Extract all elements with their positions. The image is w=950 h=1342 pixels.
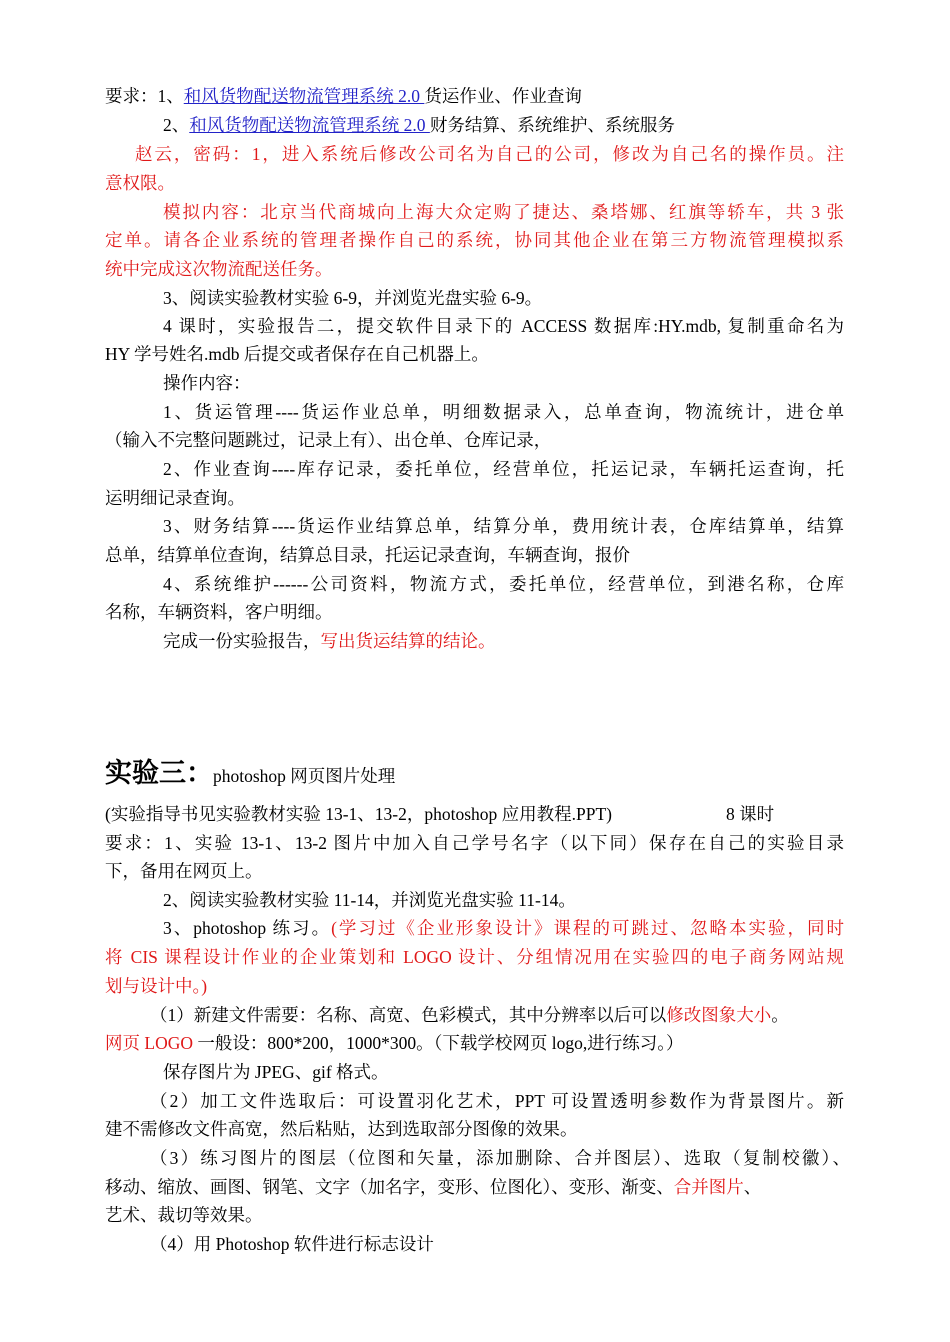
step-2-line-2: 建不需修改文件高宽，然后粘贴，达到选取部分图像的效果。 xyxy=(105,1119,578,1139)
operation-1-line-2: （输入不完整问题跳过，记录上有）、出仓单、仓库记录， xyxy=(105,430,552,450)
login-note-line-1: 赵云，密码：1，进入系统后修改公司名为自己的公司，修改为自己名的操作员。注 xyxy=(135,144,844,164)
step-1-line-2 xyxy=(105,1029,850,1057)
report-line xyxy=(163,627,850,655)
step-1-line-1 xyxy=(150,1001,850,1029)
step-1-highlight: 修改图象大小 xyxy=(666,1005,772,1025)
experiment-3-heading xyxy=(105,753,850,796)
operation-2-line-1: 2、作业查询----库存记录，委托单位，经营单位，托运记录，车辆托运查询，托 xyxy=(163,459,844,479)
system-link-2[interactable]: 和风货物配送物流管理系统 2.0 xyxy=(189,115,430,135)
step-3-line-2 xyxy=(105,1173,850,1201)
exp3-req-1-line-1: 要求：1、实验 13-1、13-2 图片中加入自己学号名字（以下同）保存在自己的实验目录 xyxy=(105,833,844,853)
step-4-line: （4）用 Photoshop 软件进行标志设计 xyxy=(150,1234,434,1254)
step-3-line-3: 艺术、裁切等效果。 xyxy=(105,1205,263,1225)
hours-line-1: 4 课时，实验报告二，提交软件目录下的 ACCESS 数据库:HY.mdb, 复制重命名为 xyxy=(163,316,844,336)
step-3-text: 移动、缩放、画图、钢笔、文字（加名字，变形、位图化）、变形、渐变、 xyxy=(105,1177,674,1197)
requirement-line-2 xyxy=(163,111,850,139)
experiment-3-title: photoshop 网页图片处理 xyxy=(213,766,396,786)
step-1-text: （1）新建文件需要：名称、高宽、色彩模式，其中分辨率以后可以 xyxy=(150,1005,667,1025)
operation-1-line-1: 1、货运管理----货运作业总单，明细数据录入，总单查询，物流统计，进仓单 xyxy=(163,402,844,422)
req-2-text: 财务结算、系统维护、系统服务 xyxy=(429,115,675,135)
operations-title: 操作内容： xyxy=(163,373,251,393)
hours-line-2: HY 学号姓名.mdb 后提交或者保存在自己机器上。 xyxy=(105,344,489,364)
requirement-line-1 xyxy=(105,82,850,110)
req-3-note-1: (学习过《企业形象设计》课程的可跳过、忽略本实验，同时 xyxy=(331,918,844,938)
logo-size-text: 一般设：800*200，1000*300。（下载学校网页 logo,进行练习。） xyxy=(197,1033,684,1053)
req-3-prefix: 3、photoshop 练习。 xyxy=(163,918,332,938)
exp3-req-3-line-1 xyxy=(163,914,844,942)
req-1-text: 货运作业、作业查询 xyxy=(424,86,582,106)
exp3-req-2: 2、阅读实验教材实验 11-14，并浏览光盘实验 11-14。 xyxy=(163,890,576,910)
simulation-line-3: 统中完成这次物流配送任务。 xyxy=(105,259,333,279)
req-prefix: 要求：1、 xyxy=(105,86,184,106)
step-2-line-1: （2）加工文件选取后：可设置羽化艺术，PPT 可设置透明参数作为背景图片。新 xyxy=(150,1091,844,1111)
experiment-3-label: 实验三： xyxy=(105,758,213,788)
step-3-end: 、 xyxy=(743,1177,762,1197)
system-link-1[interactable]: 和风货物配送物流管理系统 2.0 xyxy=(183,86,425,106)
read-textbook-line: 3、阅读实验教材实验 6-9，并浏览光盘实验 6-9。 xyxy=(163,288,543,308)
exp3-req-1-line-2: 下，备用在网页上。 xyxy=(105,861,263,881)
req-2-num: 2、 xyxy=(163,115,190,135)
operation-4-line-1: 4、系统维护------公司资料，物流方式，委托单位，经营单位，到港名称，仓库 xyxy=(163,574,844,594)
simulation-line-1: 模拟内容：北京当代商城向上海大众定购了捷达、桑塔娜、红旗等轿车，共 3 张 xyxy=(163,202,844,222)
report-conclusion: 写出货运结算的结论。 xyxy=(320,631,496,651)
merge-images-highlight: 合并图片 xyxy=(673,1177,744,1197)
step-1-end: 。 xyxy=(771,1005,789,1025)
web-logo-highlight: 网页 LOGO xyxy=(105,1033,198,1053)
report-prefix: 完成一份实验报告， xyxy=(163,631,321,651)
simulation-line-2: 定单。请各企业系统的管理者操作自己的系统，协同其他企业在第三方物流管理模拟系 xyxy=(105,230,844,250)
operation-3-line-1: 3、财务结算----货运作业结算总单，结算分单，费用统计表，仓库结算单，结算 xyxy=(163,516,844,536)
exp3-req-3-line-2: 将 CIS 课程设计作业的企业策划和 LOGO 设计、分组情况用在实验四的电子商务网站规 xyxy=(105,947,844,967)
guide-line xyxy=(105,800,850,828)
hours-label: 8 课时 xyxy=(726,804,775,824)
exp3-req-3-line-3: 划与设计中。) xyxy=(105,976,208,996)
operation-2-line-2: 运明细记录查询。 xyxy=(105,488,245,508)
step-1-line-3: 保存图片为 JPEG、gif 格式。 xyxy=(163,1062,389,1082)
step-3-line-1: （3）练习图片的图层（位图和矢量，添加删除、合并图层）、选取（复制校徽）、 xyxy=(150,1148,850,1168)
operation-4-line-2: 名称，车辆资料，客户明细。 xyxy=(105,602,333,622)
operation-3-line-2: 总单，结算单位查询，结算总目录，托运记录查询，车辆查询，报价 xyxy=(105,545,630,565)
login-note-line-2: 意权限。 xyxy=(105,173,175,193)
guide-text: (实验指导书见实验教材实验 13-1、13-2，photoshop 应用教程.PPT) xyxy=(105,804,613,824)
